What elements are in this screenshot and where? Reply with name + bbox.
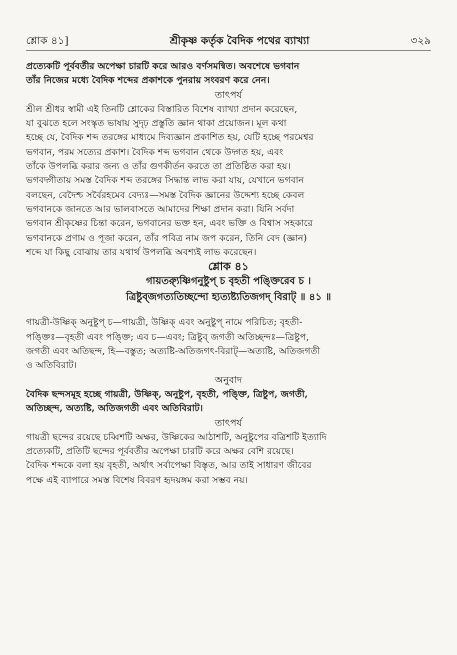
header-chapter-title: শ্রীকৃষ্ণ কর্তৃক বৈদিক পথের ব্যাখ্যা: [169, 35, 310, 47]
purport-line: ভগবান শ্রীকৃষ্ণের চিন্তা করেন, ভগবানের ভক্ত হন, এবং ভক্তি ও বিশ্বাস সহকারে: [26, 218, 313, 230]
purport-line: পক্ষে এই ব্যাপারে সমস্ত বিশেষ বিবরণ হৃদয়ঙ্গম করা সম্ভব নয়।: [26, 474, 248, 486]
header-verse-ref: শ্লোক ৪১]: [26, 35, 69, 47]
synonyms-line: পঙ্ক্তিঃ—বৃহতী এবং পঙ্ক্তি; এব চ—এবং; ত্রিষ্টুব্ জগতী অতিচ্ছন্দঃ—ত্রিষ্টুপ,: [26, 331, 310, 343]
translation-heading: অনুবাদ: [214, 374, 243, 386]
purport-line: যা বুঝতে হলে সংস্কৃত ভাষায় সুদৃঢ় প্রস্তুতি জ্ঞান থাকা প্রয়োজন। মূল কথা: [26, 118, 287, 130]
purport-heading: তাৎপর্য: [214, 417, 243, 429]
verse-line: গায়ত্র্যুষ্ণিগনুষ্টুপ্ চ বৃহতী পঙ্ক্তিরেব চ ।: [145, 276, 311, 288]
purport-line: বৈদিক শব্দকে বলা হয় বৃহতী, অর্থাৎ সর্বাপেক্ষা বিস্তৃত, আর তাই সাধারণ জীবের: [26, 460, 312, 472]
purport-heading: তাৎপর্য: [214, 89, 243, 101]
purport-line: ভগবানকে প্রণাম ও পূজা করেন, তাঁর পবিত্র নাম জপ করেন, তিনি বেদ (জ্ঞান): [26, 232, 307, 244]
header-rule: [26, 50, 431, 51]
intro-line: প্রত্যেকটি পূর্ববর্তীর অপেক্ষা চারটি করে আরও বর্ণসমন্বিত। অবশেষে ভগবান: [26, 61, 300, 72]
purport-line: তাঁকে উপলব্ধি করার জন্য ও তাঁর গুণকীর্তন করতে তা প্রতিষ্ঠিত করা হয়।: [26, 161, 291, 173]
intro-line: তাঁর নিজের মধ্যে বৈদিক শব্দের প্রকাশকে পুনরায় সংবরণ করে নেন।: [26, 75, 270, 87]
purport-line: হচ্ছে যে, বৈদিক শব্দ তরঙ্গের মাধ্যমে দিব্যজ্ঞান প্রকাশিত হয়, যেটি হচ্ছে পরমেশ্বর: [26, 132, 314, 144]
page-header: [26, 34, 431, 51]
page-number: ৩২৯: [410, 35, 431, 47]
verse-line: ত্রিষ্টুব্‌জগত্যতিচ্ছন্দো হ্যত্যষ্ট্যতিজগদ্ বিরাট্ ॥ ৪১ ॥: [126, 292, 331, 304]
purport-line: বলছেন, বেদৈশ্চ সর্বৈরহমেব বেদ্যঃ—সমস্ত বৈদিক জ্ঞানের উদ্দেশ্য হচ্ছে কেবল: [26, 189, 305, 201]
purport-line: ভগবান, পরম সত্যের প্রকাশ। বৈদিক শব্দ ভগবান থেকে উদ্গত হয়, এবং: [26, 146, 284, 158]
synonyms-line: গায়ত্রী-উষ্ণিক্‌ অনুষ্টুপ্ চ—গায়ত্রী, উষ্ণিক্‌ এবং অনুষ্টুপ্ নামে পরিচিত; বৃহতী-: [26, 317, 303, 329]
spacer: [26, 306, 431, 316]
translation-line: বৈদিক ছন্দসমূহ হচ্ছে গায়ত্রী, উষ্ণিক্‌, অনুষ্টুপ, বৃহতী, পঙ্ক্তি, ত্রিষ্টুপ, জগতী,: [26, 388, 308, 400]
translation-line: অতিচ্ছন্দ, অত্যষ্টি, অতিজগতী এবং অতিবিরাট।: [26, 403, 203, 415]
synonyms-line: ও অতিবিরাট।: [26, 360, 77, 372]
purport-line: শব্দে যা কিছু বোঝায় তার যথার্থ উপলব্ধি অবশ্যই লাভ করেছেন।: [26, 246, 257, 258]
synonyms-line: জগতী এবং অতিছন্দ, হি—বস্তুত; অত্যষ্টি-অতিজগৎ-বিরাট্—অত্যষ্টি, অতিজগতী: [26, 346, 321, 358]
verse-title: শ্লোক ৪১: [208, 260, 249, 274]
purport-line: গায়ত্রী ছন্দের রয়েছে চব্বিশটি অক্ষর, উষ্ণিকের আঠাশটি, অনুষ্টুপের বত্রিশটি ইত্যাদি: [26, 431, 327, 443]
purport-line: ভগবদ্গীতায় সমস্ত বৈদিক শব্দ তরঙ্গের সিদ্ধান্ত লাভ করা যায়, যেখানে ভগবান: [26, 175, 304, 187]
purport-line: প্রত্যেকটি, প্রতিটি ছন্দের পূর্ববর্তীর অপেক্ষা চারটি করে অক্ষর বেশি রয়েছে।: [26, 446, 294, 458]
page-body: [26, 60, 431, 488]
purport-line: ভগবানকে জানতে আর ভালবাসতে আমাদের শিক্ষা প্রদান করা। যিনি সর্বদা: [26, 203, 295, 215]
purport-line: শ্রীল শ্রীধর স্বামী এই তিনটি শ্লোকের বিস্তারিত বিশেষ ব্যাখ্যা প্রদান করেছেন,: [26, 103, 298, 115]
